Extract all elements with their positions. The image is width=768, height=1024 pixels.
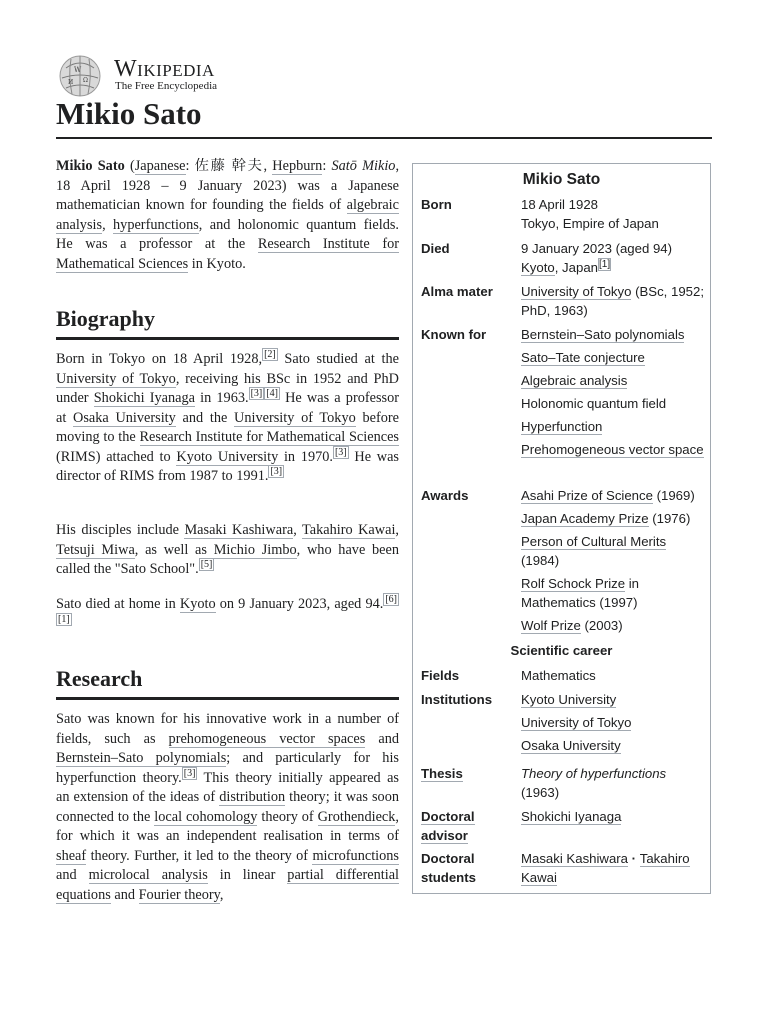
biography-paragraph-1: Born in Tokyo on 18 April 1928, [2] Sato studied at the University of Tokyo, receiving his BSc in 1952 and PhD under Shokichi Iyanaga in 1963. [3] [4] He was a professor at Osaka University and the University of Tokyo before moving to the Research Institute for Mathematical Sciences (RIMS) attached to Kyoto University in 1970. [3] He was director of RIMS from 1987 to 1991. [3] (56, 349, 400, 484)
link-masaki-kashiwara[interactable]: Masaki Kashiwara (184, 522, 294, 538)
ref-link[interactable]: [6] (385, 594, 397, 606)
ref-link[interactable]: [3] (334, 446, 347, 458)
section-divider (56, 337, 399, 340)
infobox-label: Known for (421, 327, 487, 342)
link-known-for[interactable]: Sato–Tate conjecture (521, 350, 645, 365)
japanese-name: : 佐藤 幹夫, (185, 158, 273, 174)
link-known-for[interactable]: Hyperfunction (521, 419, 603, 434)
infobox (412, 163, 711, 894)
link-local-cohomology[interactable]: local cohomology (154, 808, 258, 825)
link-masaki-kashiwara[interactable]: Masaki Kashiwara (521, 851, 629, 866)
infobox-value (521, 807, 704, 826)
wordmark-text: Wikipedia (114, 56, 215, 82)
tagline: The Free Encyclopedia (115, 80, 218, 92)
romanized-name: Satō Mikio (331, 158, 396, 174)
biography-paragraph-2: His disciples include Masaki Kashiwara, Takahiro Kawai, Tetsuji Miwa, as well as Michio Jimbo, who have been called the "Sato School". [5] (56, 522, 400, 577)
ref-link[interactable]: [2] (264, 349, 276, 361)
infobox-value: Asahi Prize of Science (1969) Japan Academy Prize (1976) Person of Cultural Merits (1984) Rolf Schock Prize in Mathematics (1997) Wolf Prize (2003) (521, 488, 695, 633)
svg-text:И: И (68, 79, 74, 86)
link-tetsuji-miwa[interactable]: Tetsuji Miwa (56, 541, 135, 558)
ref-link[interactable]: [3] (183, 767, 196, 779)
infobox-value: 18 April 1928 Tokyo, Empire of Japan (521, 197, 659, 231)
site-header (56, 52, 712, 98)
link-rims[interactable]: Research Institute for Mathematical Sciences (56, 236, 399, 272)
link-bernstein-sato-polynomials[interactable]: Bernstein–Sato polynomials (56, 750, 227, 766)
ref-link[interactable]: [3] (270, 466, 283, 478)
svg-text:W: W (74, 66, 82, 74)
research-heading: Research (56, 666, 143, 691)
link-microlocal-analysis[interactable]: microlocal analysis (88, 867, 208, 883)
link-microfunctions[interactable]: microfunctions (312, 847, 399, 864)
link-institution[interactable]: Kyoto University (521, 692, 617, 707)
link-award[interactable]: Rolf Schock Prize (521, 576, 626, 591)
link-kyoto[interactable]: Kyoto (179, 596, 216, 612)
infobox-label: Fields (421, 668, 460, 683)
infobox-label: Doctoral students (421, 851, 476, 885)
link-known-for[interactable]: Bernstein–Sato polynomials (521, 327, 685, 342)
link-prehomogeneous-vector-spaces[interactable]: prehomogeneous vector spaces (168, 730, 366, 747)
infobox-title: Mikio Sato (522, 171, 601, 188)
svg-text:Ω: Ω (83, 77, 88, 84)
link-hyperfunctions[interactable]: hyperfunctions (113, 216, 199, 233)
link-shokichi-iyanaga[interactable]: Shokichi Iyanaga (93, 390, 195, 406)
link-award[interactable]: Person of Cultural Merits (521, 534, 667, 549)
link-award[interactable]: Japan Academy Prize (521, 511, 649, 526)
infobox-value: University of Tokyo (BSc, 1952; PhD, 1963) (521, 284, 705, 318)
link-distribution[interactable]: distribution (219, 789, 286, 805)
link-institution[interactable]: Osaka University (521, 738, 621, 753)
infobox-value (521, 690, 704, 755)
infobox-value: Mathematics (521, 668, 596, 683)
link-thesis[interactable]: Thesis (421, 766, 463, 781)
link-award[interactable]: Wolf Prize (521, 618, 581, 633)
ref-link[interactable]: [1] (58, 613, 70, 625)
infobox-label: Awards (421, 488, 469, 503)
link-takahiro-kawai[interactable]: Takahiro Kawai (302, 522, 396, 538)
biography-paragraph-3: Sato died at home in Kyoto on 9 January 2023, aged 94. [6][1] (56, 594, 397, 625)
link-known-for[interactable]: Algebraic analysis (521, 373, 628, 388)
ref-link[interactable]: [1] (599, 258, 611, 270)
biography-heading: Biography (56, 306, 156, 331)
page-title: Mikio Sato (56, 96, 202, 131)
link-partial-differential-equations[interactable]: partial differential equations (56, 867, 400, 903)
link-university-of-tokyo[interactable]: University of Tokyo (521, 284, 632, 299)
title-divider (56, 137, 712, 139)
link-fourier-theory[interactable]: Fourier theory (138, 886, 220, 903)
link-grothendieck[interactable]: Grothendieck (317, 808, 396, 825)
research-paragraph-1: Sato was known for his innovative work in a number of fields, such as prehomogeneous vector spaces and Bernstein–Sato polynomials; and particularly for his hyperfunction theory. [3] This theory initially appeared as an extension of the ideas of distribution theory; it was soon connected to the local cohomology theory of Grothendieck, for which it was an independent realisation in terms of sheaf theory. Further, it led to the theory of microfunctions and microlocal analysis in linear partial differential equations and Fourier theory, (56, 711, 400, 903)
infobox-label (421, 764, 513, 783)
ref-link[interactable]: [3] (250, 388, 263, 400)
hepburn-link[interactable]: Hepburn (272, 158, 323, 174)
infobox-value: Theory of hyperfunctions (1963) (521, 766, 667, 800)
infobox-label: Born (421, 197, 452, 212)
ref-link[interactable]: [5] (200, 559, 213, 571)
link-rims[interactable]: Research Institute for Mathematical Sciences (139, 429, 399, 445)
infobox-section-heading: Scientific career (510, 643, 613, 658)
link-shokichi-iyanaga[interactable]: Shokichi Iyanaga (521, 809, 622, 824)
lead-paragraph: Mikio Sato (Japanese: 佐藤 幹夫, Hepburn: Satō Mikio, 18 April 1928 – 9 January 2023) was a Japanese mathematician known for founding the fields of algebraic analysis, hyperfunctions, and holonomic quantum fields. He was a professor at the Research Institute for Mathematical Sciences in Kyoto. (56, 158, 400, 272)
link-takahiro-kawai[interactable]: Takahiro Kawai (521, 851, 690, 885)
link-kyoto[interactable]: Kyoto (521, 260, 555, 275)
wikipedia-wordmark[interactable] (114, 56, 215, 83)
link-known-for[interactable]: Prehomogeneous vector space (521, 442, 704, 457)
subject-name: Mikio Sato (56, 158, 125, 174)
wikipedia-globe-logo[interactable] (56, 54, 104, 98)
link-doctoral-advisor[interactable]: advisor (421, 828, 468, 843)
link-university-of-tokyo[interactable]: University of Tokyo (234, 409, 356, 426)
japanese-link[interactable]: Japanese (134, 158, 186, 174)
ref-link[interactable]: [4] (266, 388, 278, 400)
link-institution[interactable]: University of Tokyo (521, 715, 632, 730)
infobox-value: 9 January 2023 (aged 94) Kyoto, Japan[1] (521, 241, 673, 275)
known-for-item: Holonomic quantum field (521, 396, 667, 411)
infobox-value: Masaki Kashiwara · Takahiro Kawai (521, 851, 690, 885)
infobox-label: Institutions (421, 692, 493, 707)
link-osaka-university[interactable]: Osaka University (73, 409, 176, 426)
link-sheaf[interactable]: sheaf (56, 847, 87, 864)
section-divider (56, 697, 399, 700)
infobox-value (521, 325, 704, 459)
link-award[interactable]: Asahi Prize of Science (521, 488, 653, 503)
thesis-title: Theory of hyperfunctions (521, 766, 667, 781)
link-algebraic-analysis[interactable]: algebraic analysis (56, 197, 399, 233)
link-doctoral-advisor[interactable]: Doctoral (421, 809, 475, 824)
infobox-label (421, 807, 513, 845)
link-university-of-tokyo[interactable]: University of Tokyo (56, 370, 176, 387)
link-kyoto-university[interactable]: Kyoto University (176, 448, 279, 465)
link-michio-jimbo[interactable]: Michio Jimbo (213, 541, 297, 558)
infobox-label: Died (421, 241, 450, 256)
infobox-label: Alma mater (421, 284, 493, 299)
